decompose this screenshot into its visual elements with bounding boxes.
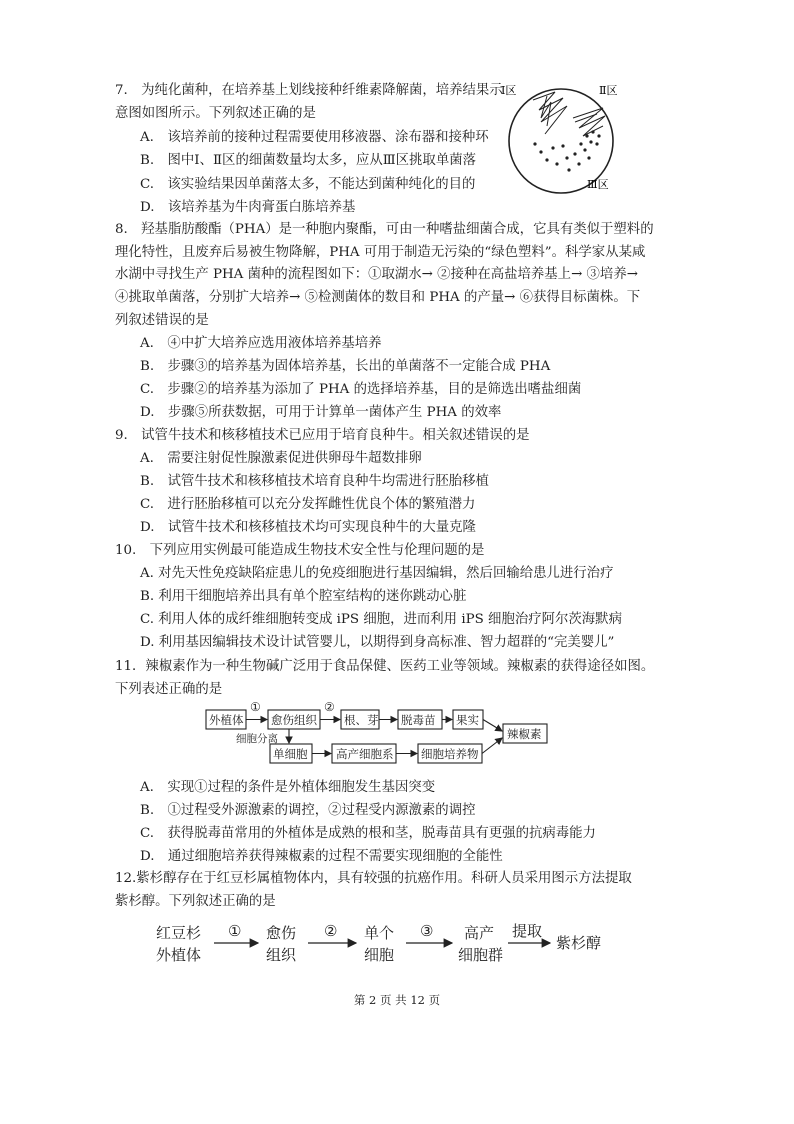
q10-option-c: C. 利用人体的成纤维细胞转变成 iPS 细胞，进而利用 iPS 细胞治疗阿尔茨海默病 <box>140 612 622 627</box>
q11-option-a: A. 实现①过程的条件是外植体细胞发生基因突变 <box>140 780 436 795</box>
q8-stem-line-1: 8. 羟基脂肪酸酯（PHA）是一种胞内聚酯，可由一种嗜盐细菌合成，它具有类似于塑料的 <box>115 222 654 237</box>
q8-stem-line-4: ④挑取单菌落，分别扩大培养→ ⑤检测菌体的数目和 PHA 的产量→ ⑥获得目标菌株。下 <box>115 290 641 305</box>
q8-option-a: A. ④中扩大培养应选用液体培养基培养 <box>140 336 382 351</box>
q9-option-a: A. 需要注射促性腺激素促进供卵母牛超数排卵 <box>140 451 422 466</box>
q7-zone-1-label: Ⅰ区 <box>501 84 517 97</box>
q11-capsaicin-box: 辣椒素 <box>507 727 542 741</box>
q8-stem-line-5: 列叙述错误的是 <box>115 313 209 328</box>
q12-explant-line-1: 红豆杉 <box>156 924 202 942</box>
q11-explant-box: 外植体 <box>209 713 244 727</box>
q7-zone-2-label: Ⅱ区 <box>599 84 618 97</box>
q12-explant-line-2: 外植体 <box>156 946 202 964</box>
q7-petri-dish-figure <box>495 78 635 196</box>
q8-stem-line-3: 水湖中寻找生产 PHA 菌种的流程图如下：①取湖水→ ②接种在高盐培养基上→ ③培养→ <box>115 267 638 282</box>
q11-step-1-label: ① <box>250 700 261 714</box>
q10-option-a: A. 对先天性免疫缺陷症患儿的免疫细胞进行基因编辑，然后回输给患儿进行治疗 <box>140 566 614 581</box>
q8-option-c: C. 步骤②的培养基为添加了 PHA 的选择培养基，目的是筛选出嗜盐细菌 <box>140 382 582 397</box>
q12-step-3: ③ <box>420 922 434 940</box>
q12-high-line-2: 细胞群 <box>458 946 504 964</box>
q7-option-a: A. 该培养前的接种过程需要使用移液器、涂布器和接种环 <box>140 130 489 145</box>
q11-option-c: C. 获得脱毒苗常用的外植体是成熟的根和茎，脱毒苗具有更强的抗病毒能力 <box>140 826 596 841</box>
q12-stem-line-2: 紫杉醇。下列叙述正确的是 <box>115 894 276 909</box>
q8-stem-line-2: 理化特性，且废弃后易被生物降解，PHA 可用于制造无污染的“绿色塑料”。科学家从某咸 <box>115 245 646 260</box>
q12-step-2: ② <box>324 922 338 940</box>
q10-stem: 10. 下列应用实例最可能造成生物技术安全性与伦理问题的是 <box>115 543 485 558</box>
q11-virus-free-box: 脱毒苗 <box>401 713 436 727</box>
q11-culture-box: 细胞培养物 <box>421 747 479 761</box>
q11-fruit-box: 果实 <box>456 713 479 727</box>
q11-option-b: B. ①过程受外源激素的调控，②过程受内源激素的调控 <box>140 803 476 818</box>
q12-callus-line-1: 愈伤 <box>266 924 297 942</box>
q12-extract-label: 提取 <box>512 922 543 940</box>
q10-option-b: B. 利用干细胞培养出具有单个腔室结构的迷你跳动心脏 <box>140 589 467 604</box>
q12-callus-line-2: 组织 <box>266 946 297 964</box>
q7-zone-3-label: Ⅲ区 <box>587 178 609 191</box>
q11-callus-box: 愈伤组织 <box>271 713 317 727</box>
q7-option-c: C. 该实验结果因单菌落太多，不能达到菌种纯化的目的 <box>140 177 476 192</box>
q9-option-d: D. 试管牛技术和核移植技术均可实现良种牛的大量克隆 <box>140 520 476 535</box>
q11-stem-line-1: 11．辣椒素作为一种生物碱广泛用于食品保健、医药工业等领域。辣椒素的获得途径如图。 <box>115 659 655 674</box>
q9-option-c: C. 进行胚胎移植可以充分发挥雌性优良个体的繁殖潜力 <box>140 497 476 512</box>
q7-stem-line-2: 意图如图所示。下列叙述正确的是 <box>115 106 316 121</box>
q10-option-d: D. 利用基因编辑技术设计试管婴儿，以期得到身高标准、智力超群的“完美婴儿” <box>140 635 615 650</box>
q7-option-b: B. 图中Ⅰ、Ⅱ区的细菌数量均太多，应从Ⅲ区挑取单菌落 <box>140 153 476 168</box>
q12-step-1: ① <box>228 922 242 940</box>
q7-option-d: D. 该培养基为牛肉膏蛋白胨培养基 <box>140 200 356 215</box>
q12-flow-diagram <box>150 918 630 968</box>
q11-single-cell-box: 单细胞 <box>273 747 308 761</box>
q12-product: 紫杉醇 <box>556 934 602 952</box>
q12-stem-line-1: 12.紫杉醇存在于红豆杉属植物体内，具有较强的抗癌作用。科研人员采用图示方法提取 <box>115 871 632 886</box>
q12-single-line-2: 细胞 <box>364 946 395 964</box>
q8-option-d: D. 步骤⑤所获数据，可用于计算单一菌体产生 PHA 的效率 <box>140 405 502 420</box>
q11-high-cells-box: 高产细胞系 <box>336 747 394 761</box>
q12-high-line-1: 高产 <box>464 924 495 942</box>
q11-root-bud-box: 根、芽 <box>344 713 379 727</box>
q11-separation-label: 细胞分离 <box>236 733 278 745</box>
q8-option-b: B. 步骤③的培养基为固体培养基，长出的单菌落不一定能合成 PHA <box>140 359 551 374</box>
q11-option-d: D. 通过细胞培养获得辣椒素的过程不需要实现细胞的全能性 <box>140 849 503 864</box>
q9-stem: 9. 试管牛技术和核移植技术已应用于培育良种牛。相关叙述错误的是 <box>115 428 530 443</box>
page-footer: 第 2 页 共 12 页 <box>353 993 441 1007</box>
q11-step-2-label: ② <box>324 700 335 714</box>
q12-single-line-1: 单个 <box>364 924 395 942</box>
q11-stem-line-2: 下列表述正确的是 <box>115 682 223 697</box>
q11-flow-diagram <box>200 700 560 770</box>
q9-option-b: B. 试管牛技术和核移植技术培育良种牛均需进行胚胎移植 <box>140 474 489 489</box>
q7-stem-line-1: 7. 为纯化菌种，在培养基上划线接种纤维素降解菌，培养结果示 <box>115 83 503 98</box>
